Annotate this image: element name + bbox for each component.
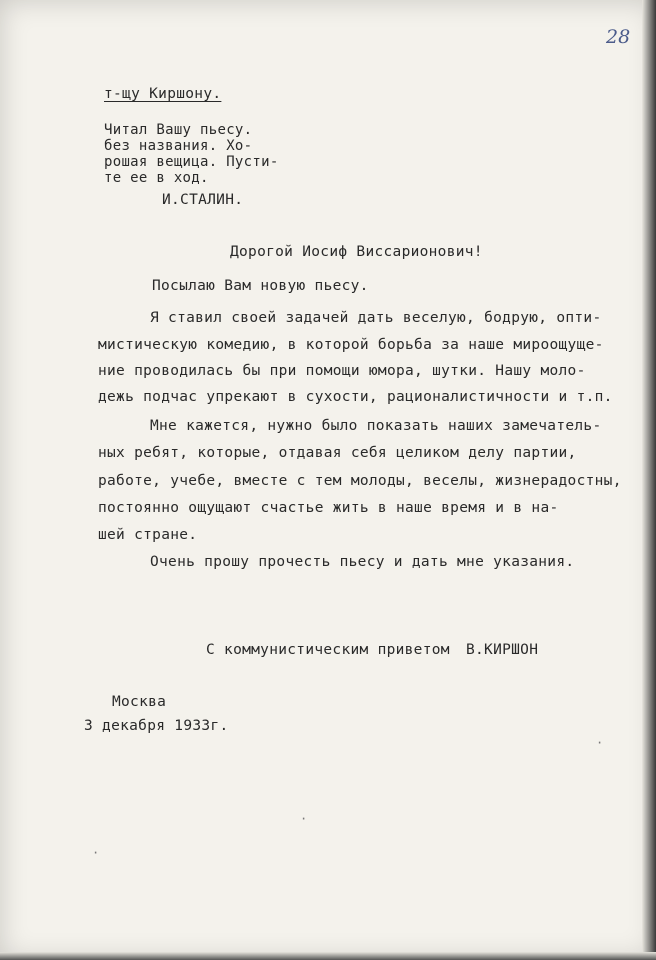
letter-salutation: Дорогой Иосиф Виссарионович!: [230, 244, 483, 260]
letter-line: ных ребят, которые, отдавая себя целиком делу партии,: [98, 445, 577, 461]
letter-signature: В.КИРШОН: [466, 642, 539, 658]
paper-speck: ·: [92, 846, 100, 860]
page-number: 28: [606, 26, 631, 48]
letter-line: Я ставил своей задачей дать веселую, бодрую, опти-: [150, 310, 602, 326]
resolution-line: без названия. Хо-: [104, 138, 253, 154]
letter-line: работе, учебе, вместе с тем молоды, веселы, жизнерадостны,: [98, 473, 622, 489]
paper-speck: ·: [300, 812, 308, 826]
letter-line: Мне кажется, нужно было показать наших замечатель-: [150, 418, 602, 434]
letter-line: ние проводилась бы при помощи юмора, шутки. Нашу моло-: [98, 363, 586, 379]
letter-line: постоянно ощущают счастье жить в наше время и в на-: [98, 500, 559, 516]
resolution-line: Читал Вашу пьесу.: [104, 122, 253, 138]
letter-line: Посылаю Вам новую пьесу.: [152, 278, 369, 294]
resolution-line: рошая вещица. Пусти-: [104, 154, 279, 170]
letter-line: Очень прошу прочесть пьесу и дать мне указания.: [150, 554, 575, 570]
resolution-addressee: т-щу Киршону.: [104, 86, 222, 102]
resolution-signature: И.СТАЛИН.: [162, 192, 244, 208]
page-bottom-shadow: [0, 952, 656, 960]
letter-city: Москва: [112, 694, 167, 710]
letter-line: шей стране.: [98, 527, 198, 543]
paper-speck: ·: [596, 736, 604, 750]
letter-line: дежь подчас упрекают в сухости, рационалистичности и т.п.: [98, 389, 613, 405]
page-edge-shadow: [642, 0, 656, 960]
resolution-line: те ее в ход.: [104, 170, 209, 186]
letter-line: мистическую комедию, в которой борьба за наше мироощуще-: [98, 337, 604, 353]
letter-date: 3 декабря 1933г.: [84, 718, 229, 734]
letter-closing: С коммунистическим приветом: [206, 642, 450, 658]
